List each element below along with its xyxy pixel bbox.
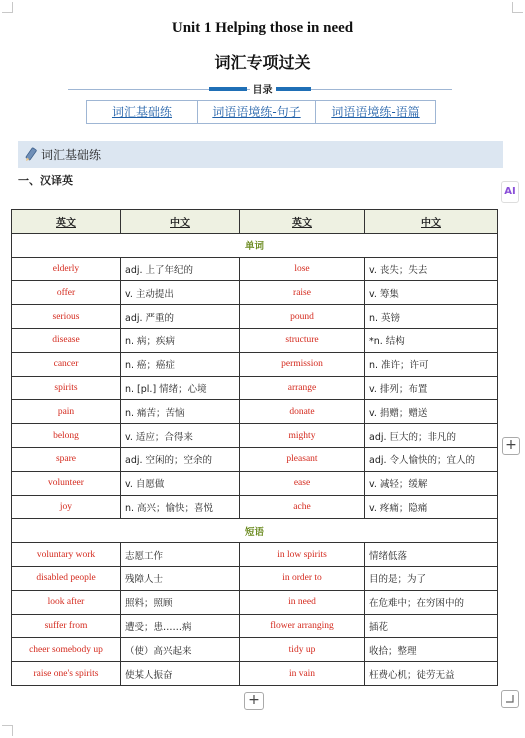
english-cell: look after bbox=[12, 590, 121, 614]
toc-link-basic[interactable]: 词汇基础练 bbox=[87, 101, 198, 123]
add-icon[interactable]: + bbox=[502, 437, 520, 455]
table-row bbox=[12, 328, 498, 352]
chinese-cell: 志愿工作 bbox=[121, 543, 240, 567]
ai-assistant-button[interactable]: AI bbox=[501, 181, 519, 203]
sub-heading: 一、汉译英 bbox=[18, 174, 73, 187]
table-row bbox=[12, 376, 498, 400]
chinese-cell: v. 疼痛；隐痛 bbox=[365, 495, 498, 519]
toc-link-passage[interactable]: 词语语境练-语篇 bbox=[331, 105, 420, 119]
table-body bbox=[12, 233, 498, 685]
english-cell: structure bbox=[240, 328, 365, 352]
chinese-cell: v. 捐赠；赠送 bbox=[365, 400, 498, 424]
section-label: 短语 bbox=[12, 519, 498, 543]
table-row bbox=[12, 400, 498, 424]
page-corner-mark bbox=[2, 725, 13, 736]
table-row bbox=[12, 590, 498, 614]
english-cell: ache bbox=[240, 495, 365, 519]
chinese-cell: adj. 严重的 bbox=[121, 305, 240, 329]
chinese-cell: adj. 空闲的；空余的 bbox=[121, 447, 240, 471]
table-row bbox=[12, 352, 498, 376]
chinese-cell: 插花 bbox=[365, 614, 498, 638]
chinese-cell: 遭受；患……病 bbox=[121, 614, 240, 638]
english-cell: in low spirits bbox=[240, 543, 365, 567]
section-title: 词汇基础练 bbox=[41, 148, 102, 162]
chinese-cell: adj. 上了年纪的 bbox=[121, 257, 240, 281]
english-cell: flower arranging bbox=[240, 614, 365, 638]
table-row bbox=[12, 447, 498, 471]
chinese-cell: v. 丧失；失去 bbox=[365, 257, 498, 281]
table-row bbox=[12, 305, 498, 329]
english-cell: in need bbox=[240, 590, 365, 614]
english-cell: in vain bbox=[240, 662, 365, 686]
chinese-cell: n. 高兴；愉快；喜悦 bbox=[121, 495, 240, 519]
english-cell: offer bbox=[12, 281, 121, 305]
english-cell: tidy up bbox=[240, 638, 365, 662]
chinese-cell: v. 筹集 bbox=[365, 281, 498, 305]
table-row bbox=[12, 471, 498, 495]
chinese-cell: v. 排列；布置 bbox=[365, 376, 498, 400]
chinese-cell: 情绪低落 bbox=[365, 543, 498, 567]
english-cell: pleasant bbox=[240, 447, 365, 471]
table-row bbox=[12, 257, 498, 281]
chinese-cell: adj. 巨大的；非凡的 bbox=[365, 424, 498, 448]
english-cell: cheer somebody up bbox=[12, 638, 121, 662]
english-cell: raise bbox=[240, 281, 365, 305]
table-row bbox=[12, 543, 498, 567]
chinese-cell: n. 英镑 bbox=[365, 305, 498, 329]
chinese-cell: v. 自愿做 bbox=[121, 471, 240, 495]
chinese-cell: v. 减轻；缓解 bbox=[365, 471, 498, 495]
page-corner-mark bbox=[512, 2, 523, 13]
english-cell: spare bbox=[12, 447, 121, 471]
vocabulary-table bbox=[11, 209, 498, 686]
english-cell: elderly bbox=[12, 257, 121, 281]
chinese-cell: n. 准许；许可 bbox=[365, 352, 498, 376]
table-row bbox=[12, 495, 498, 519]
chinese-cell: n. [pl.] 情绪；心境 bbox=[121, 376, 240, 400]
english-cell: raise one's spirits bbox=[12, 662, 121, 686]
chinese-cell: 残障人士 bbox=[121, 566, 240, 590]
table-row bbox=[12, 662, 498, 686]
english-cell: pound bbox=[240, 305, 365, 329]
toc-link-sentence[interactable]: 词语语境练-句子 bbox=[198, 101, 316, 123]
chinese-cell: n. 病；疾病 bbox=[121, 328, 240, 352]
english-cell: mighty bbox=[240, 424, 365, 448]
table-row bbox=[12, 424, 498, 448]
section-row bbox=[12, 519, 498, 543]
header-english: 英文 bbox=[12, 210, 121, 234]
table-row bbox=[12, 614, 498, 638]
header-chinese: 中文 bbox=[365, 210, 498, 234]
english-cell: voluntary work bbox=[12, 543, 121, 567]
english-cell: disabled people bbox=[12, 566, 121, 590]
chinese-cell: n. 癌；癌症 bbox=[121, 352, 240, 376]
resize-icon[interactable] bbox=[501, 690, 519, 708]
section-row bbox=[12, 233, 498, 257]
add-row-icon[interactable]: + bbox=[244, 692, 264, 710]
chinese-cell: 照料；照顾 bbox=[121, 590, 240, 614]
english-cell: spirits bbox=[12, 376, 121, 400]
chinese-cell: 在危难中；在穷困中的 bbox=[365, 590, 498, 614]
table-row bbox=[12, 566, 498, 590]
english-cell: volunteer bbox=[12, 471, 121, 495]
chinese-cell: v. 适应；合得来 bbox=[121, 424, 240, 448]
header-chinese: 中文 bbox=[121, 210, 240, 234]
english-cell: ease bbox=[240, 471, 365, 495]
english-cell: pain bbox=[12, 400, 121, 424]
english-cell: lose bbox=[240, 257, 365, 281]
english-cell: cancer bbox=[12, 352, 121, 376]
english-cell: disease bbox=[12, 328, 121, 352]
table-row bbox=[12, 638, 498, 662]
english-cell: in order to bbox=[240, 566, 365, 590]
header-english: 英文 bbox=[240, 210, 365, 234]
chinese-cell: 使某人振奋 bbox=[121, 662, 240, 686]
english-cell: serious bbox=[12, 305, 121, 329]
document-subtitle: 词汇专项过关 bbox=[214, 53, 311, 72]
english-cell: joy bbox=[12, 495, 121, 519]
table-header-row bbox=[12, 210, 498, 234]
chinese-cell: 收拾；整理 bbox=[365, 638, 498, 662]
toc-label: 目录 bbox=[0, 81, 525, 96]
chinese-cell: *n. 结构 bbox=[365, 328, 498, 352]
section-banner bbox=[18, 141, 503, 168]
pencil-icon bbox=[23, 147, 39, 163]
english-cell: permission bbox=[240, 352, 365, 376]
page-corner-mark bbox=[2, 2, 13, 13]
chinese-cell: adj. 令人愉快的；宜人的 bbox=[365, 447, 498, 471]
chinese-cell: （使）高兴起来 bbox=[121, 638, 240, 662]
toc-nav bbox=[86, 100, 436, 124]
chinese-cell: v. 主动提出 bbox=[121, 281, 240, 305]
english-cell: suffer from bbox=[12, 614, 121, 638]
english-cell: arrange bbox=[240, 376, 365, 400]
chinese-cell: 目的是；为了 bbox=[365, 566, 498, 590]
english-cell: belong bbox=[12, 424, 121, 448]
chinese-cell: 枉费心机；徒劳无益 bbox=[365, 662, 498, 686]
table-row bbox=[12, 281, 498, 305]
document-title: Unit 1 Helping those in need bbox=[171, 20, 354, 36]
chinese-cell: n. 痛苦；苦恼 bbox=[121, 400, 240, 424]
section-label: 单词 bbox=[12, 233, 498, 257]
english-cell: donate bbox=[240, 400, 365, 424]
